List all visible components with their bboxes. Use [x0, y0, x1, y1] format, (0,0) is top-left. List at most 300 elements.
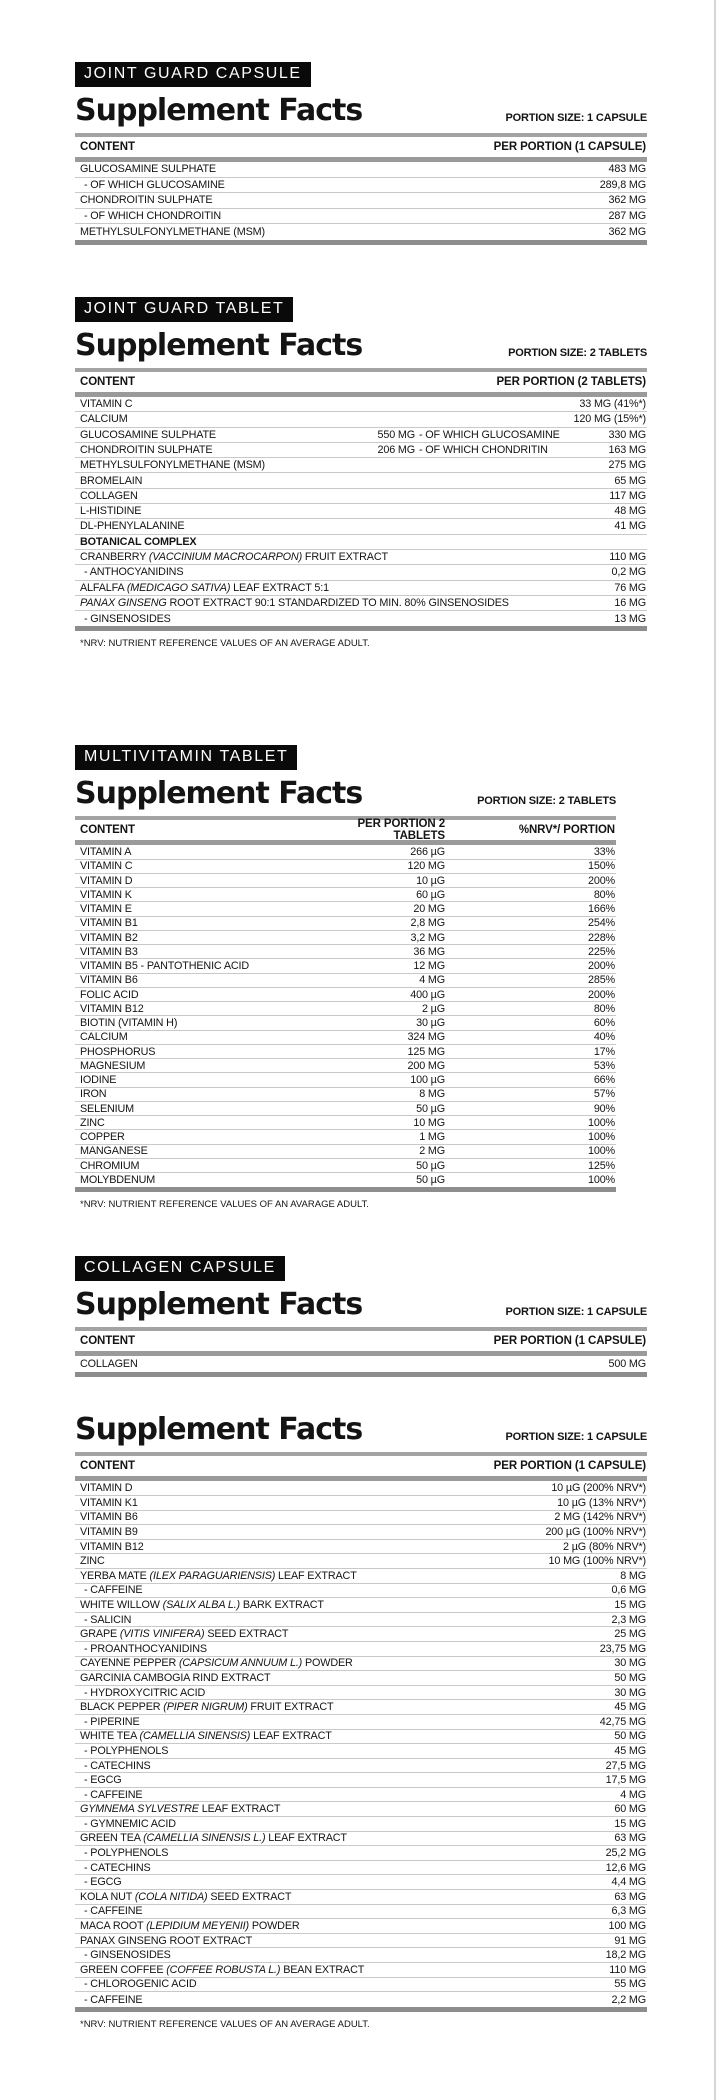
ingredient-amount: 110 MG [609, 551, 646, 564]
product-name-chip: JOINT GUARD CAPSULE [75, 62, 311, 87]
ingredient-label [80, 1174, 305, 1186]
label-text: - CHLOROGENIC ACID [84, 1978, 197, 1991]
ingredient-amount: 65 MG [614, 474, 646, 487]
label-text: - CATECHINS [84, 1861, 151, 1874]
ingredient-amount: 17,5 MG [605, 1774, 646, 1787]
label-text: SEED EXTRACT [204, 1628, 289, 1641]
ingredient-label [80, 582, 329, 594]
ingredient-label [80, 1716, 140, 1728]
ingredient-label [80, 1760, 151, 1772]
ingredient-label [80, 1117, 305, 1129]
botanical-name-italic: (SALIX ALBA L.) [162, 1598, 240, 1611]
ingredient-row [75, 1700, 647, 1715]
ingredient-label [80, 1003, 305, 1015]
ingredient-amount: 60 MG [614, 1803, 646, 1816]
ingredient-row [75, 1919, 647, 1934]
label-text: - OF WHICH CHONDRITIN [419, 444, 548, 456]
label-text: ZINC [80, 1116, 105, 1129]
supplement-panel [75, 297, 647, 649]
product-name-chip: MULTIVITAMIN TABLET [75, 745, 297, 770]
ingredient-row [75, 1145, 616, 1159]
ingredient-amount: 2,2 MG [611, 1993, 646, 2006]
ingredient-row [75, 193, 647, 209]
label-text: CALCIUM [80, 1031, 128, 1044]
ingredient-label [80, 1017, 305, 1029]
label-text: L-HISTIDINE [80, 505, 142, 518]
supplement-panel [75, 62, 647, 245]
ingredient-label [80, 1160, 305, 1172]
label-text: - POLYPHENOLS [84, 1744, 169, 1757]
portion-size: PORTION SIZE: 2 TABLETS [508, 346, 647, 359]
ingredient-label [80, 1103, 305, 1115]
ingredient-label [80, 505, 141, 517]
ingredient-row [75, 1832, 647, 1847]
column-header-row [75, 137, 647, 157]
label-text: VITAMIN B12 [80, 1002, 144, 1015]
ingredient-label [80, 903, 305, 915]
label-text: VITAMIN A [80, 846, 132, 859]
ingredient-row [75, 1978, 647, 1993]
label-text: KOLA NUT [80, 1890, 135, 1903]
portion-size: PORTION SIZE: 1 CAPSULE [505, 1306, 647, 1319]
ingredient-label [80, 429, 367, 441]
ingredient-amount: 18,2 MG [605, 1949, 646, 1962]
ingredient-label [80, 932, 305, 944]
ingredient-label [80, 1745, 168, 1757]
ingredient-amount: 200 µG (100% NRV*) [545, 1526, 646, 1538]
label-text: CHONDROITIN SULPHATE [80, 194, 213, 207]
label-text: BROMELAIN [80, 474, 143, 487]
ingredient-label [80, 1789, 142, 1801]
ingredient-label [80, 1978, 196, 1990]
ingredient-row [75, 1905, 647, 1920]
label-text: VITAMIN B2 [80, 931, 138, 944]
ingredient-amount: 55 MG [614, 1978, 646, 1991]
rule-thick-bottom [75, 1187, 616, 1192]
ingredient-nrv-percent: 33% [593, 846, 615, 859]
ingredient-row [75, 1002, 616, 1016]
ingredient-amount: 20 MG [413, 903, 445, 916]
label-text: VITAMIN B1 [80, 917, 138, 930]
ingredient-amount: 100 MG [608, 1920, 646, 1933]
ingredient-label [80, 1511, 138, 1523]
label-text: BOTANICAL COMPLEX [80, 535, 197, 548]
facts-header-row [75, 777, 616, 811]
botanical-name-italic: (PIPER NIGRUM) [163, 1701, 248, 1714]
label-text: - CATECHINS [84, 1759, 151, 1772]
label-text: VITAMIN B12 [80, 1540, 144, 1553]
ingredient-row [75, 931, 616, 945]
ingredient-label [80, 1031, 305, 1043]
ingredient-row [75, 550, 647, 565]
ingredient-row [75, 535, 647, 550]
ingredient-row [75, 1875, 647, 1890]
ingredient-nrv-percent: 100% [587, 1145, 615, 1158]
supplement-panel [75, 1413, 647, 2029]
label-text: - OF WHICH GLUCOSAMINE [419, 428, 560, 441]
ingredient-row [75, 565, 647, 580]
ingredient-amount: 4,4 MG [611, 1876, 646, 1889]
label-text: - HYDROXYCITRIC ACID [84, 1686, 206, 1699]
label-text: - CAFFEINE [84, 1993, 143, 2006]
ingredient-row [75, 1934, 647, 1949]
ingredient-amount: 76 MG [614, 581, 646, 594]
ingredient-row [75, 1059, 616, 1073]
ingredient-label [80, 597, 509, 609]
ingredient-amount: 3,2 MG [410, 931, 445, 944]
ingredient-row [75, 917, 616, 931]
label-text: LEAF EXTRACT 5:1 [230, 581, 329, 594]
ingredient-row [75, 1159, 616, 1173]
ingredient-row [75, 959, 616, 973]
label-text: LEAF EXTRACT [275, 1569, 357, 1582]
label-text: - PIPERINE [84, 1715, 140, 1728]
ingredient-row [75, 1657, 647, 1672]
label-text: MANGANESE [80, 1145, 148, 1158]
ingredient-row [75, 1016, 616, 1030]
label-text: MACA ROOT [80, 1920, 147, 1933]
ingredient-amount: 289,8 MG [599, 178, 646, 191]
ingredient-nrv-percent: 40% [593, 1031, 615, 1044]
ingredient-label [80, 1935, 252, 1947]
label-text: IRON [80, 1088, 107, 1101]
ingredient-label [80, 960, 305, 972]
ingredient-amount: 25,2 MG [605, 1847, 646, 1860]
ingredient-label [80, 1730, 332, 1742]
ingredient-label [80, 1497, 138, 1509]
ingredient-nrv-percent: 80% [593, 888, 615, 901]
ingredient-label [80, 1949, 171, 1961]
ingredient-amount: 48 MG [614, 505, 646, 518]
ingredient-amount: 2 MG [419, 1145, 445, 1158]
ingredient-label [80, 1131, 305, 1143]
label-text: - SALICIN [84, 1613, 132, 1626]
ingredient-label [80, 917, 305, 929]
ingredient-nrv-percent: 125% [587, 1159, 615, 1172]
supplement-panel [75, 1256, 647, 1377]
ingredient-label [80, 1847, 168, 1859]
ingredient-row [75, 1116, 616, 1130]
botanical-name-italic: (COLA NITIDA) [134, 1890, 208, 1903]
ingredient-label [80, 490, 138, 502]
ingredient-row [75, 611, 647, 626]
label-text: GLUCOSAMINE SULPHATE [80, 428, 216, 441]
facts-title: Supplement Facts [75, 327, 363, 363]
ingredient-amount: 6,3 MG [611, 1905, 646, 1918]
label-text: SEED EXTRACT [207, 1890, 292, 1903]
ingredient-sublabel [415, 444, 548, 456]
ingredient-label [80, 1876, 122, 1888]
label-text: COLLAGEN [80, 1358, 138, 1371]
botanical-name-italic: (VITIS VINIFERA) [119, 1628, 205, 1641]
label-text: - POLYPHENOLS [84, 1847, 169, 1860]
ingredient-row [75, 224, 647, 240]
label-text: LEAF EXTRACT [198, 1803, 281, 1816]
label-text: METHYLSULFONYLMETHANE (MSM) [80, 459, 265, 472]
ingredient-nrv-percent: 53% [593, 1059, 615, 1072]
ingredient-row [75, 1715, 647, 1730]
ingredient-amount: 362 MG [608, 194, 646, 207]
label-text: COLLAGEN [80, 489, 138, 502]
ingredient-row [75, 1759, 647, 1774]
ingredient-amount: 33 MG (41%*) [579, 398, 646, 411]
ingredient-amount: 10 µG [416, 874, 445, 887]
ingredient-row [75, 974, 616, 988]
ingredient-amount: 1 MG [419, 1131, 445, 1144]
portion-size: PORTION SIZE: 2 TABLETS [477, 795, 616, 808]
product-name-chip: COLLAGEN CAPSULE [75, 1256, 285, 1281]
ingredient-amount: 10 µG (200% NRV*) [551, 1482, 646, 1495]
ingredient-row [75, 1569, 647, 1584]
ingredient-label [80, 194, 212, 206]
ingredient-row [75, 1073, 616, 1087]
ingredient-amount: 117 MG [609, 489, 646, 502]
ingredient-label [80, 1584, 142, 1596]
ingredient-nrv-percent: 166% [587, 903, 615, 916]
ingredient-label [80, 1060, 305, 1072]
ingredient-amount: 266 µG [410, 846, 445, 859]
ingredient-row [75, 1584, 647, 1599]
ingredient-rows [75, 1356, 647, 1372]
label-text: CHROMIUM [80, 1159, 140, 1172]
column-header-row [75, 1331, 647, 1351]
ingredient-row [75, 162, 647, 178]
rule-thick-bottom [75, 2007, 647, 2012]
column-header-content: CONTENT [80, 375, 135, 388]
ingredient-row [75, 412, 647, 427]
ingredient-mid-amount: 550 MG [377, 428, 415, 441]
ingredient-label [80, 1643, 207, 1655]
label-text: VITAMIN E [80, 903, 132, 916]
nrv-footnote: *NRV: NUTRIENT REFERENCE VALUES OF AN AVARAGE ADULT. [80, 1199, 369, 1211]
label-text: PANAX GINSENG ROOT EXTRACT [80, 1934, 253, 1947]
label-text: WHITE WILLOW [80, 1598, 163, 1611]
label-text: GREEN TEA [80, 1832, 144, 1845]
ingredient-amount: 27,5 MG [605, 1759, 646, 1772]
ingredient-row [75, 1031, 616, 1045]
ingredient-amount: 50 MG [614, 1671, 646, 1684]
ingredient-sublabel [415, 429, 560, 441]
product-chip-row [75, 62, 647, 94]
ingredient-label [80, 1358, 138, 1370]
ingredient-amount: 45 MG [614, 1701, 646, 1714]
label-text: - CAFFEINE [84, 1905, 143, 1918]
ingredient-nrv-percent: 60% [593, 1017, 615, 1030]
ingredient-label [80, 1555, 105, 1567]
ingredient-row [75, 1963, 647, 1978]
ingredient-amount: 41 MG [614, 520, 646, 533]
ingredient-amount: 330 MG [608, 428, 646, 441]
label-text: LEAF EXTRACT [250, 1730, 332, 1743]
ingredient-label [80, 1628, 288, 1640]
ingredient-amount: 10 µG (13% NRV*) [557, 1496, 646, 1509]
label-text: VITAMIN B6 [80, 974, 138, 987]
label-text: - GYMNEMIC ACID [84, 1817, 176, 1830]
label-text: - GINSENOSIDES [84, 1949, 171, 1962]
ingredient-row [75, 443, 647, 458]
facts-title: Supplement Facts [75, 1287, 363, 1323]
label-text: METHYLSULFONYLMETHANE (MSM) [80, 226, 265, 239]
facts-title: Supplement Facts [75, 93, 363, 128]
product-name-chip: JOINT GUARD TABLET [75, 297, 293, 322]
label-text: VITAMIN K [80, 888, 132, 901]
ingredient-nrv-percent: 57% [593, 1088, 615, 1101]
ingredient-amount: 120 MG (15%*) [573, 413, 646, 426]
label-text: SELENIUM [80, 1102, 134, 1115]
ingredient-rows [75, 1481, 647, 2006]
ingredient-amount: 0,6 MG [611, 1584, 646, 1597]
ingredient-amount: 125 MG [407, 1045, 445, 1058]
label-text: ALFALFA [80, 581, 127, 594]
ingredient-amount: 10 MG [413, 1116, 445, 1129]
ingredient-row [75, 1173, 616, 1187]
ingredient-label [80, 1614, 131, 1626]
botanical-name-italic: (MEDICAGO SATIVA) [126, 581, 231, 594]
ingredient-amount: 2 µG (80% NRV*) [563, 1540, 646, 1553]
ingredient-amount: 400 µG [410, 988, 445, 1001]
ingredient-amount: 12 MG [413, 960, 445, 973]
ingredient-row [75, 504, 647, 519]
portion-size: PORTION SIZE: 1 CAPSULE [505, 112, 647, 124]
label-text: GARCINIA CAMBOGIA RIND EXTRACT [80, 1671, 271, 1684]
label-text: GLUCOSAMINE SULPHATE [80, 163, 216, 176]
ingredient-row [75, 1496, 647, 1511]
ingredient-label [80, 1891, 291, 1903]
ingredient-label [80, 613, 171, 625]
ingredient-row [75, 1627, 647, 1642]
label-text: POWDER [302, 1657, 353, 1670]
label-text: VITAMIN K1 [80, 1496, 138, 1509]
ingredient-label [80, 1657, 353, 1669]
ingredient-row [75, 1613, 647, 1628]
ingredient-row [75, 1598, 647, 1613]
ingredient-amount: 42,75 MG [599, 1715, 646, 1728]
label-text: VITAMIN C [80, 860, 133, 873]
ingredient-row [75, 1788, 647, 1803]
ingredient-label [80, 1046, 305, 1058]
ingredient-label [80, 989, 305, 1001]
column-header-content: CONTENT [80, 1460, 135, 1473]
product-chip-row [75, 297, 647, 329]
ingredient-rows [75, 162, 647, 240]
ingredient-amount: 50 µG [416, 1102, 445, 1115]
ingredient-amount: 15 MG [614, 1598, 646, 1611]
column-header-per-portion: PER PORTION (2 TABLETS) [496, 375, 646, 388]
ingredient-nrv-percent: 100% [587, 1174, 615, 1187]
ingredient-label [80, 1905, 142, 1917]
column-header-row [75, 372, 647, 392]
label-text: BLACK PEPPER [80, 1701, 164, 1714]
ingredient-row [75, 888, 616, 902]
ingredient-label [80, 860, 305, 872]
ingredient-row [75, 458, 647, 473]
facts-header-row [75, 329, 647, 363]
label-text: VITAMIN B9 [80, 1526, 138, 1538]
ingredient-row [75, 1511, 647, 1526]
label-text: VITAMIN B3 [80, 945, 138, 958]
ingredient-row [75, 1948, 647, 1963]
ingredient-rows [75, 397, 647, 626]
ingredient-label [80, 210, 221, 222]
ingredient-row [75, 178, 647, 194]
ingredient-row [75, 596, 647, 611]
label-text: PHOSPHORUS [80, 1045, 156, 1058]
ingredient-nrv-percent: 200% [587, 874, 615, 887]
ingredient-amount: 45 MG [614, 1744, 646, 1757]
ingredient-amount: 500 MG [608, 1358, 646, 1371]
ingredient-label [80, 459, 265, 471]
ingredient-label [80, 946, 305, 958]
ingredient-amount: 287 MG [608, 210, 646, 223]
ingredient-row [75, 1671, 647, 1686]
ingredient-row [75, 1802, 647, 1817]
ingredient-nrv-percent: 285% [587, 974, 615, 987]
label-text: CRANBERRY [80, 551, 149, 564]
ingredient-label [80, 1687, 205, 1699]
rule-thick-bottom [75, 626, 647, 631]
ingredient-label [80, 1964, 364, 1976]
ingredient-amount: 30 MG [614, 1657, 646, 1670]
ingredient-amount: 30 µG [416, 1017, 445, 1030]
botanical-name-italic: (LEPIDIUM MEYENII) [146, 1920, 249, 1933]
label-text: MOLYBDENUM [80, 1174, 156, 1187]
ingredient-nrv-percent: 228% [587, 931, 615, 944]
ingredient-amount: 25 MG [614, 1628, 646, 1641]
label-text: - OF WHICH CHONDROITIN [84, 210, 222, 223]
ingredient-nrv-percent: 100% [587, 1116, 615, 1129]
column-header-content: CONTENT [80, 824, 135, 837]
ingredient-label [80, 1862, 151, 1874]
botanical-name-italic: (VACCINIUM MACROCARPON) [148, 551, 303, 564]
product-chip-row [75, 745, 616, 777]
nrv-footnote: *NRV: NUTRIENT REFERENCE VALUES OF AN AVERAGE ADULT. [80, 2018, 370, 2030]
facts-header-row [75, 1288, 647, 1322]
ingredient-amount: 110 MG [609, 1963, 646, 1976]
ingredient-label [80, 163, 216, 175]
label-text: - OF WHICH GLUCOSAMINE [84, 178, 225, 191]
ingredient-nrv-percent: 200% [587, 960, 615, 973]
ingredient-amount: 13 MG [614, 612, 646, 625]
ingredient-amount: 63 MG [614, 1832, 646, 1845]
ingredient-row [75, 845, 616, 859]
ingredient-row [75, 473, 647, 488]
label-text: FRUIT EXTRACT [302, 551, 388, 564]
ingredient-label [80, 536, 196, 548]
ingredient-label [80, 1803, 280, 1815]
ingredient-row [75, 1356, 647, 1372]
botanical-name-italic: (CAMELLIA SINENSIS) [139, 1730, 251, 1743]
ingredient-row [75, 1525, 647, 1540]
ingredient-amount: 36 MG [413, 945, 445, 958]
facts-header-row [75, 94, 647, 128]
ingredient-row [75, 1744, 647, 1759]
ingredient-amount: 91 MG [614, 1934, 646, 1947]
ingredient-row [75, 489, 647, 504]
column-header-row [75, 818, 616, 843]
label-text: MAGNESIUM [80, 1059, 146, 1072]
ingredient-row [75, 1773, 647, 1788]
ingredient-amount: 50 MG [614, 1730, 646, 1743]
ingredient-amount: 8 MG [419, 1088, 445, 1101]
ingredient-amount: 0,2 MG [611, 566, 646, 579]
supplement-panel [75, 745, 616, 1210]
ingredient-nrv-percent: 66% [593, 1074, 615, 1087]
ingredient-row [75, 1890, 647, 1905]
label-text: ROOT EXTRACT 90:1 STANDARDIZED TO MIN. 80% GINSENOSIDES [166, 596, 509, 609]
ingredient-row [75, 1730, 647, 1745]
label-text: - PROANTHOCYANIDINS [84, 1642, 207, 1655]
ingredient-nrv-percent: 100% [587, 1131, 615, 1144]
